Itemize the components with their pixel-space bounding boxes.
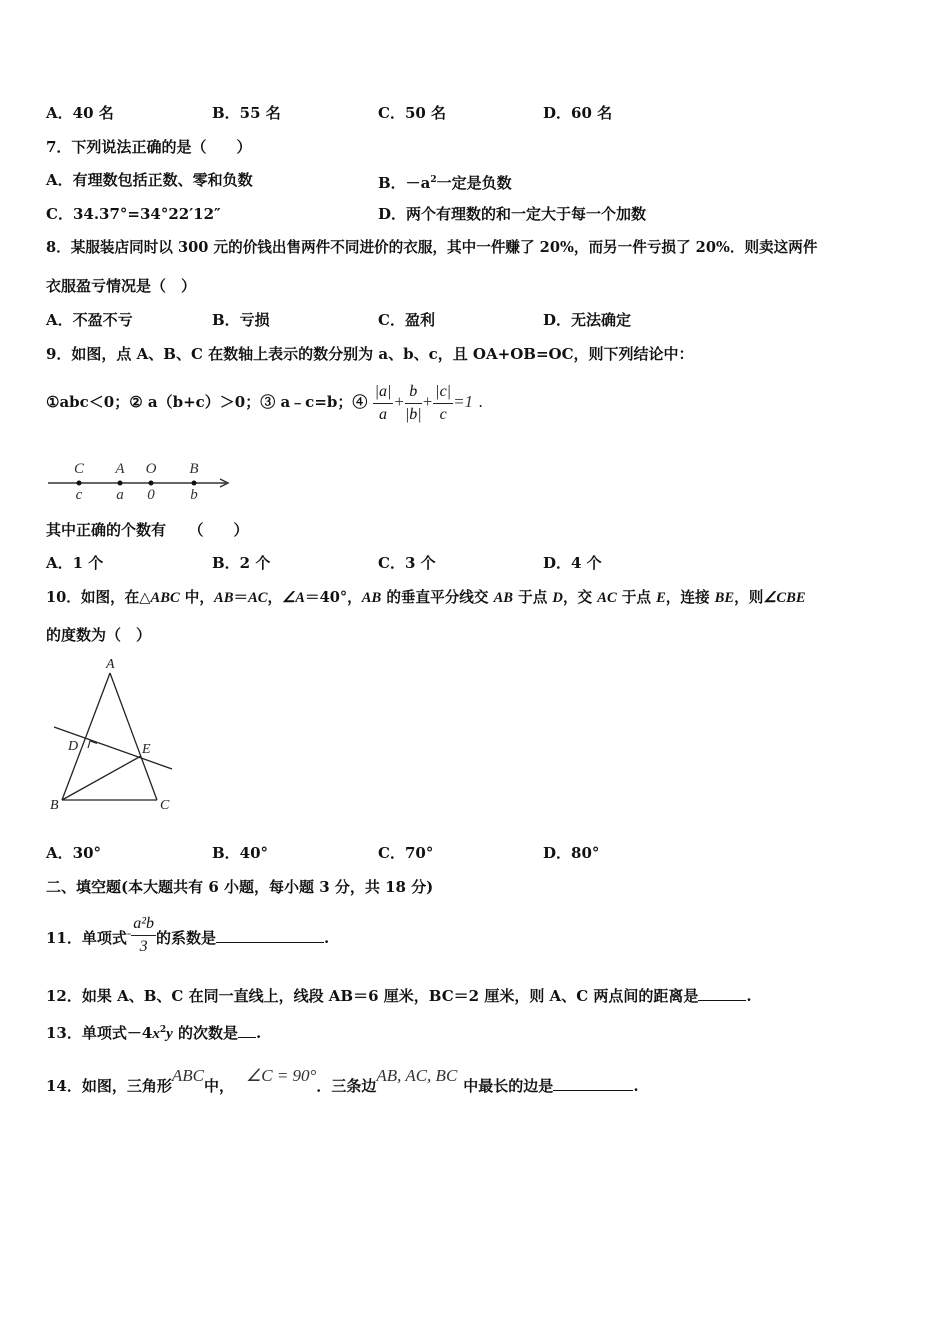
q6-option-b: B．55 名 — [212, 104, 281, 122]
q10-text-2: 中， — [179, 589, 214, 606]
q13-x: x — [152, 1026, 160, 1042]
q8-option-c: C．盈利 — [378, 311, 435, 329]
q12-text: 12．如果 A、B、C 在同一直线上，线段 AB＝6 厘米，BC＝2 厘米，则 A、C 两点间的距离是 — [46, 987, 699, 1005]
q11-frac-den: 3 — [139, 938, 148, 955]
q11-frac-num: a²b — [131, 913, 156, 936]
axis-label-b: B — [189, 461, 199, 477]
q7-option-a: A．有理数包括正数、零和负数 — [46, 171, 253, 189]
q10-deg40: ＝40°， — [304, 589, 362, 606]
q9-frac3-num: |c| — [433, 381, 453, 404]
point-label-e: E — [142, 742, 151, 757]
q10-be: BE — [714, 590, 735, 606]
q9-option-a: A．1 个 — [46, 554, 104, 572]
q8-stem-line2: 衣服盈亏情况是（ ） — [46, 277, 197, 295]
axis-label-o: O — [145, 461, 157, 477]
vertex-label-a: A — [106, 657, 115, 672]
triangle-figure — [46, 655, 186, 815]
q9-fraction-3 — [433, 381, 453, 426]
section-2-title: 二、填空题(本大题共有 6 小题，每小题 3 分，共 18 分) — [46, 878, 434, 896]
q9-frac1-num: |a| — [373, 381, 394, 404]
q11-prefix: 11．单项式 — [46, 929, 127, 947]
point-c — [77, 481, 82, 486]
q9-fraction-2 — [405, 381, 422, 426]
q10-angle-a: ∠A — [282, 590, 305, 606]
q13-answer-blank[interactable] — [238, 1023, 256, 1038]
q8-option-a: A．不盈不亏 — [46, 311, 133, 329]
axis-value-0: 0 — [147, 487, 155, 503]
q10-at-2: 于点 — [616, 589, 657, 606]
q13-suffix: 的次数是 — [172, 1024, 238, 1042]
q14-mid: 中， — [203, 1077, 234, 1095]
q10-eq: ＝ — [233, 589, 249, 606]
q13-prefix: 13．单项式－4 — [46, 1024, 153, 1042]
q11-period: . — [324, 929, 330, 947]
q11-answer-blank[interactable] — [216, 928, 324, 943]
axis-value-b: b — [190, 487, 198, 503]
q10-ab-2: AB — [361, 590, 382, 606]
q9-plus-1: + — [393, 392, 405, 411]
q13-y: y — [166, 1026, 173, 1042]
q10-stem-line1 — [46, 588, 806, 608]
q6-option-c: C．50 名 — [378, 104, 447, 122]
q14-sides: AB, AC, BC — [376, 1066, 458, 1085]
axis-label-a: A — [115, 461, 125, 477]
q14 — [46, 1052, 639, 1095]
q7-option-b — [378, 170, 512, 193]
q9-option-b: B．2 个 — [212, 554, 271, 572]
q9-frac3-den: c — [439, 405, 447, 423]
q10-option-c: C．70° — [378, 844, 434, 862]
q7-option-b-suffix: 一定是负数 — [436, 174, 512, 192]
axis-value-c: c — [75, 487, 83, 503]
side-ab — [62, 673, 110, 800]
axis-value-a: a — [116, 487, 124, 503]
q6-option-d: D．60 名 — [543, 104, 613, 122]
q7-option-b-prefix: B．－a — [378, 174, 431, 192]
q11-minus: - — [126, 925, 132, 940]
q9-plus-2: + — [421, 392, 434, 411]
vertex-label-b: B — [50, 798, 59, 813]
q7-option-b-sup: 2 — [430, 175, 437, 185]
q14-mid2: ．三条边 — [316, 1077, 377, 1095]
q9-conditions — [46, 378, 483, 426]
q9-equals-one: =1 — [453, 392, 474, 411]
q10-perp: 的垂直平分线交 — [381, 589, 494, 606]
q9-frac2-num: b — [405, 381, 422, 404]
q11 — [46, 904, 330, 955]
q10-option-b: B．40° — [212, 844, 269, 862]
q9-stem: 9．如图，点 A、B、C 在数轴上表示的数分别为 a、b、c，且 OA+OB=OC，则下列结论中： — [46, 345, 694, 363]
q8-option-b: B．亏损 — [212, 311, 270, 329]
q10-ac: AC — [248, 590, 268, 606]
q10-ac-2: AC — [597, 590, 617, 606]
point-b — [192, 481, 197, 486]
q10-option-d: D．80° — [543, 844, 600, 862]
q14-abc: ABC — [171, 1066, 204, 1085]
q10-stem-line2: 的度数为（ ） — [46, 626, 152, 644]
q10-text-1: 10．如图，在△ — [46, 589, 151, 606]
q10-cross: ，交 — [562, 589, 598, 606]
point-label-d: D — [68, 739, 79, 754]
q10-ab-3: AB — [493, 590, 514, 606]
q10-ab: AB — [214, 590, 234, 606]
q14-prefix: 14．如图，三角形 — [46, 1077, 172, 1095]
q12-period: . — [746, 987, 752, 1005]
q11-fraction — [131, 913, 156, 958]
axis-label-c: C — [73, 461, 85, 477]
q14-answer-blank[interactable] — [553, 1076, 633, 1091]
q13-period: . — [255, 1024, 262, 1042]
q10-cbe: ∠CBE — [763, 590, 806, 606]
q7-option-d: D．两个有理数的和一定大于每一个加数 — [378, 205, 647, 223]
number-line-figure — [46, 458, 236, 504]
point-a — [118, 481, 123, 486]
vertex-label-c: C — [160, 798, 170, 813]
q11-suffix: 的系数是 — [156, 929, 217, 947]
q6-option-a: A．40 名 — [46, 104, 114, 122]
q7-stem: 7．下列说法正确的是（ ） — [46, 138, 252, 156]
q9-option-c: C．3 个 — [378, 554, 436, 572]
q8-stem-line1: 8．某服装店同时以 300 元的价钱出售两件不同进价的衣服，其中一件赚了 20%，而另一件亏损了 20%．则卖这两件 — [46, 239, 818, 256]
point-o — [149, 481, 154, 486]
side-ac — [110, 673, 157, 800]
q10-then: ，则 — [734, 589, 764, 606]
q10-abc: ABC — [150, 590, 180, 606]
q9-frac2-den: |b| — [404, 405, 422, 423]
q10-join: ，连接 — [665, 589, 715, 606]
q7-option-c: C．34.37°=34°22′12″ — [46, 205, 221, 223]
q9-fraction-1 — [373, 381, 394, 426]
q14-angle: ∠C = 90° — [246, 1066, 317, 1085]
q12-answer-blank[interactable] — [698, 986, 746, 1001]
q10-e: E — [656, 590, 666, 606]
q14-suffix: 中最长的边是 — [463, 1077, 554, 1095]
segment-be — [62, 756, 141, 800]
q10-d: D — [552, 590, 563, 606]
q10-comma: ， — [267, 589, 283, 606]
q9-frac1-den: a — [379, 405, 387, 423]
q12 — [46, 986, 752, 1006]
q9-question: 其中正确的个数有 （ ） — [46, 521, 249, 539]
q10-option-a: A．30° — [46, 844, 102, 862]
q9-period: . — [478, 393, 484, 411]
q9-option-d: D．4 个 — [543, 554, 602, 572]
q13 — [46, 1020, 261, 1044]
q8-option-d: D．无法确定 — [543, 311, 632, 329]
q13-sup: 2 — [159, 1025, 167, 1035]
q9-conditions-text: ①abc＜0；② a（b+c）＞0；③ a﹣c=b；④ — [46, 393, 368, 411]
q14-period: . — [633, 1077, 639, 1095]
q10-at: 于点 — [513, 589, 553, 606]
